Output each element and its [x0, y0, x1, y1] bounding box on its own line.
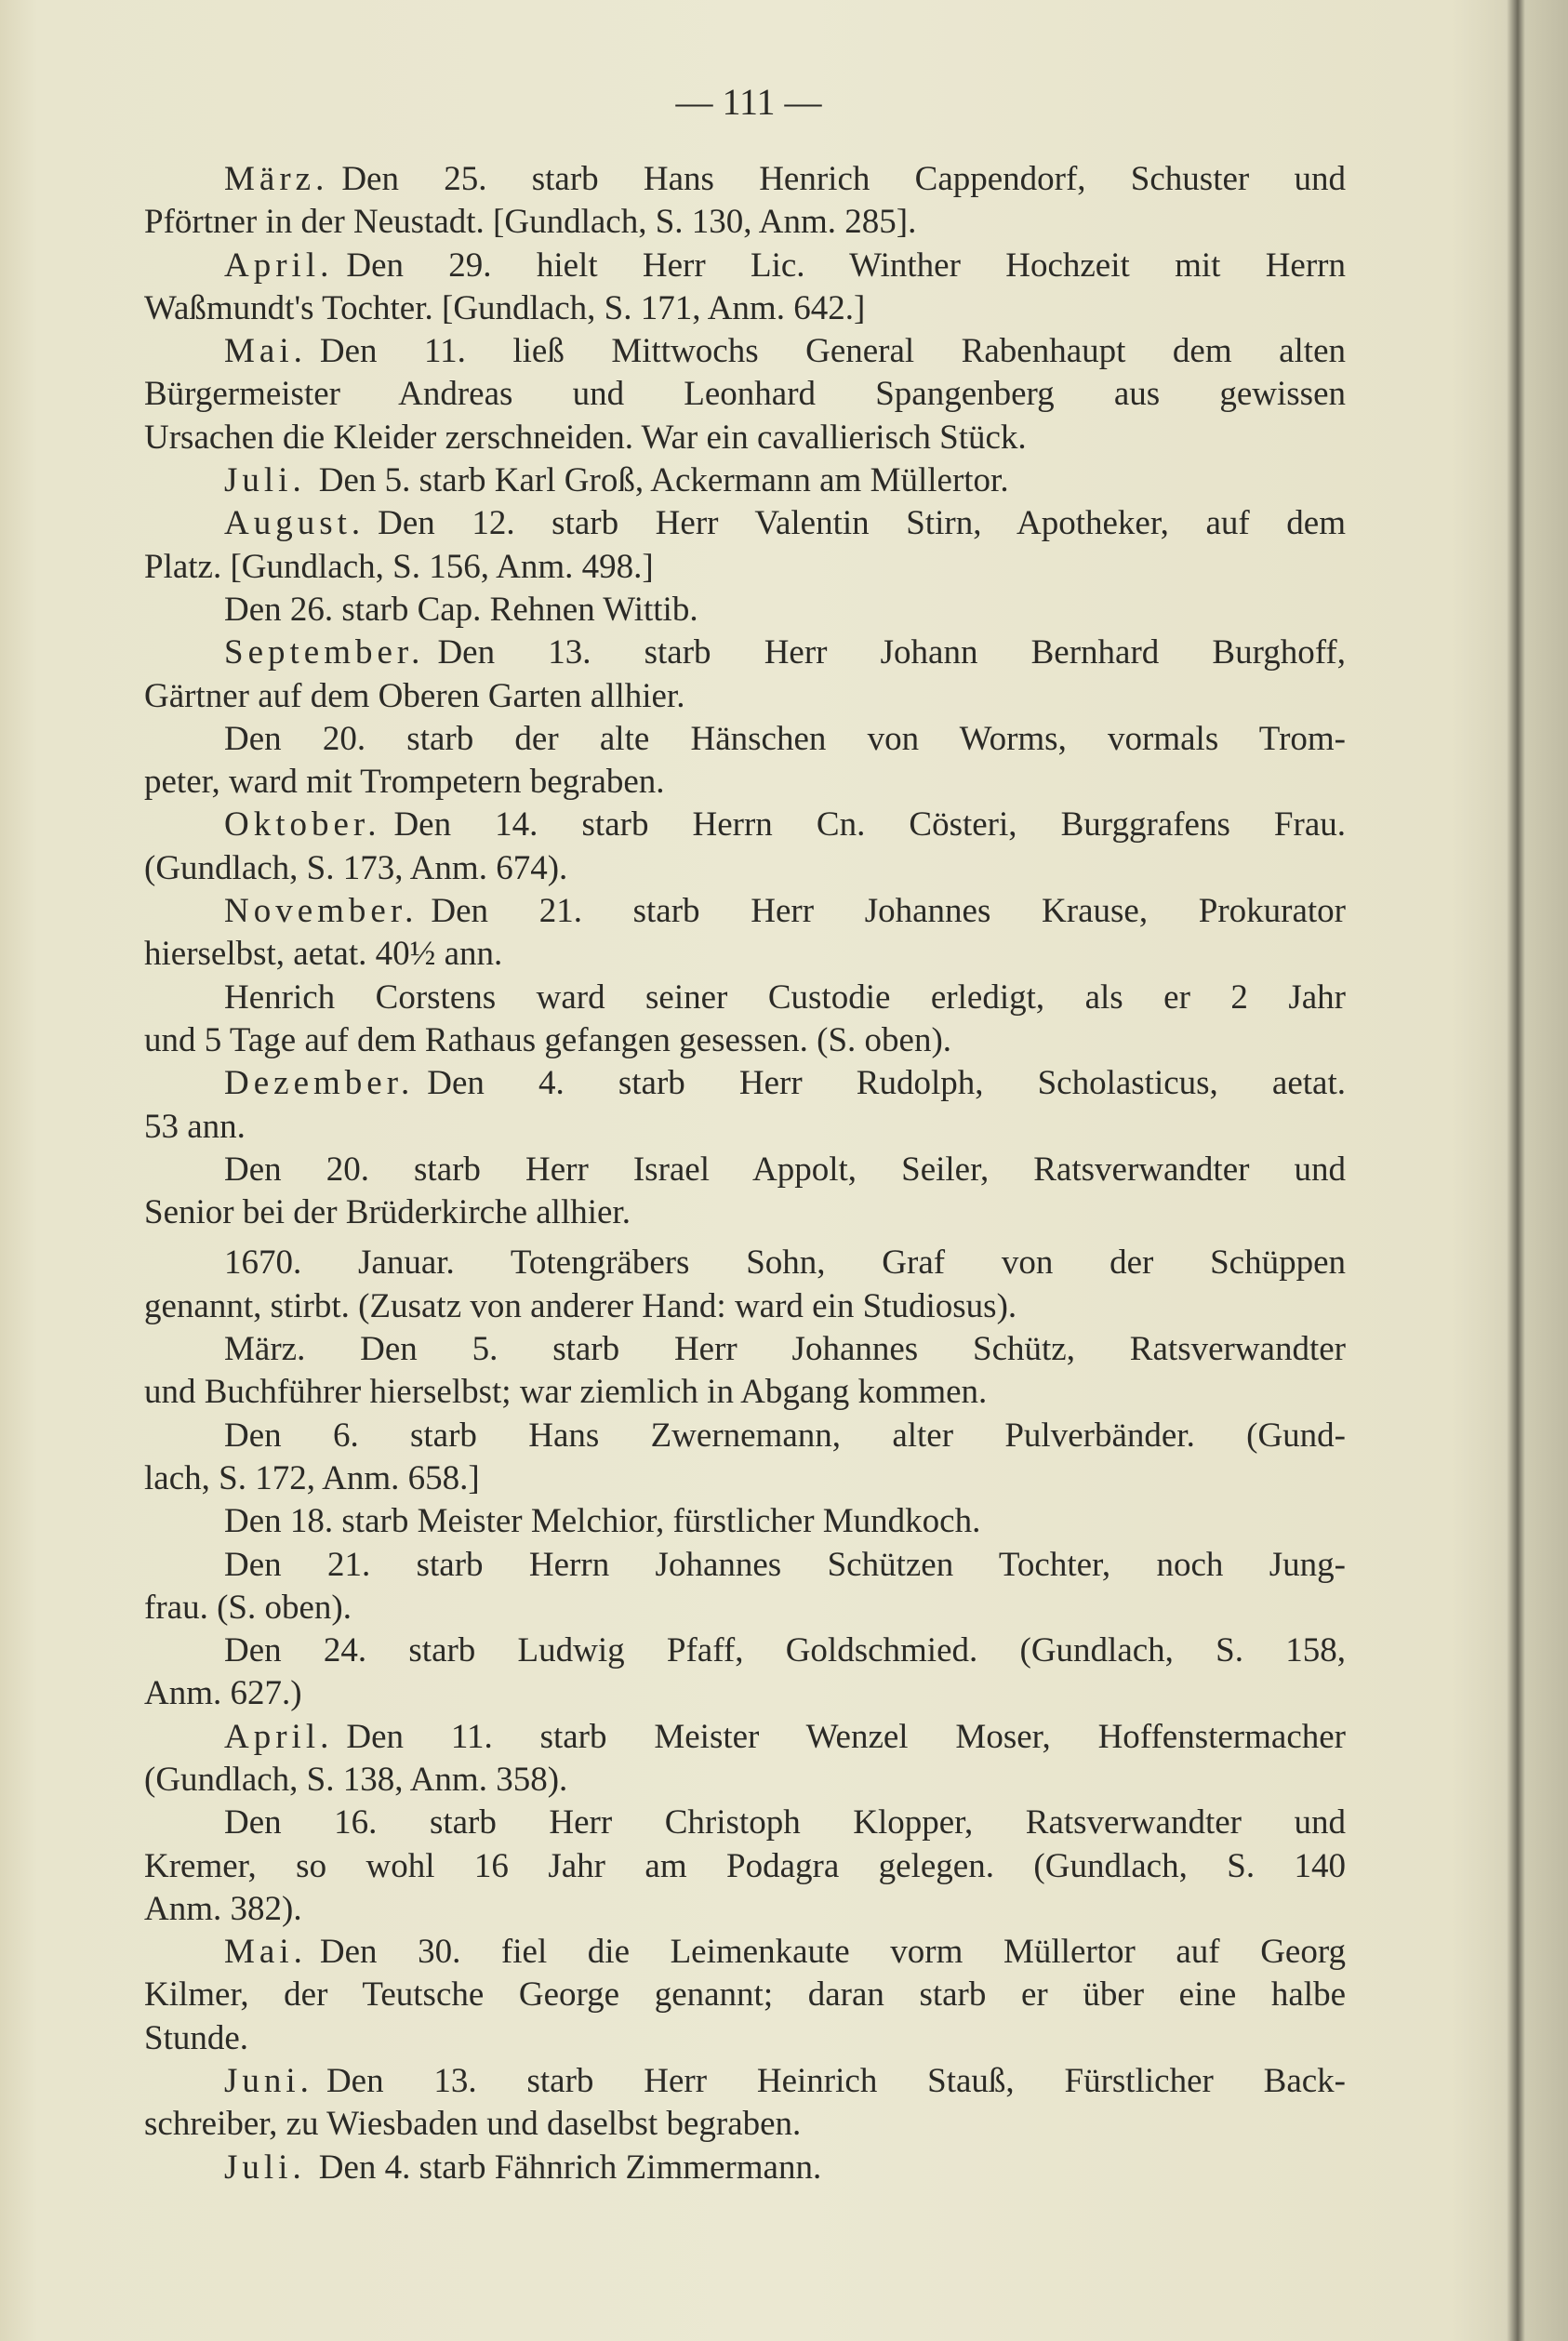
line-text: Den 26. starb Cap. Rehnen Wittib. — [224, 590, 698, 629]
line-text: und 5 Tage auf dem Rathaus gefangen gesessen. (S. oben). — [144, 1020, 952, 1059]
month-heading: Mai. — [224, 1933, 307, 1972]
text-line — [144, 1716, 1346, 1759]
line-text: hierselbst, aetat. 40½ ann. — [144, 935, 503, 974]
line-text: Den 25. starb Hans Henrich Cappendorf, Schuster und — [341, 160, 1346, 198]
text-line — [144, 1242, 1346, 1284]
line-text: Den 11. starb Meister Wenzel Moser, Hoffenstermacher — [346, 1717, 1346, 1756]
text-line — [144, 675, 1346, 718]
text-line — [144, 1500, 1346, 1543]
month-heading: November. — [224, 892, 419, 931]
line-text: Senior bei der Brüderkirche allhier. — [144, 1193, 631, 1232]
line-text: (Gundlach, S. 138, Anm. 358). — [144, 1760, 568, 1799]
line-text: peter, ward mit Trompetern begraben. — [144, 763, 665, 802]
text-line — [144, 1672, 1346, 1715]
text-line — [144, 1106, 1346, 1149]
line-text: schreiber, zu Wiesbaden und daselbst begraben. — [144, 2105, 802, 2144]
text-line — [144, 1062, 1346, 1105]
line-text: (Gundlach, S. 173, Anm. 674). — [144, 848, 568, 887]
month-heading: Oktober. — [224, 805, 381, 845]
month-heading: März. — [224, 160, 329, 198]
line-text: frau. (S. oben). — [144, 1588, 352, 1627]
text-line — [144, 1629, 1346, 1672]
text-line — [144, 546, 1346, 589]
text-line — [144, 1845, 1346, 1888]
text-line — [144, 890, 1346, 933]
text-line — [144, 1371, 1346, 1414]
line-text: Platz. [Gundlach, S. 156, Anm. 498.] — [144, 547, 654, 586]
text-line — [144, 502, 1346, 545]
line-text: Anm. 627.) — [144, 1674, 302, 1713]
text-line — [144, 761, 1346, 804]
line-text: Den 29. hielt Herr Lic. Winther Hochzeit mit Herrn — [346, 246, 1346, 285]
text-line — [144, 1285, 1346, 1328]
line-text: Kremer, so wohl 16 Jahr am Podagra gelegen. (Gundlach, S. 140 — [144, 1846, 1346, 1885]
line-text: Den 14. starb Herrn Cn. Cösteri, Burggrafens Frau. — [393, 805, 1346, 845]
text-line — [144, 459, 1346, 502]
text-line — [144, 1191, 1346, 1234]
line-text: Anm. 382). — [144, 1889, 302, 1928]
text-line — [144, 977, 1346, 1019]
month-heading: April. — [224, 1717, 334, 1756]
line-text: Den 12. starb Herr Valentin Stirn, Apotheker, auf dem — [378, 504, 1346, 543]
month-heading: September. — [224, 633, 425, 672]
line-text: Kilmer, der Teutsche George genannt; daran starb er über eine halbe — [144, 1975, 1346, 2015]
line-text: März. Den 5. starb Herr Johannes Schütz, Ratsverwandter — [224, 1330, 1346, 1369]
text-line — [144, 1974, 1346, 2016]
text-line — [144, 718, 1346, 761]
text-line — [144, 1328, 1346, 1371]
month-heading: Juni. — [224, 2062, 313, 2101]
line-text: 1670. Januar. Totengräbers Sohn, Graf von der Schüppen — [224, 1244, 1346, 1283]
line-text: Den 20. starb der alte Hänschen von Worms, vormals Trom- — [224, 719, 1346, 758]
text-line — [144, 632, 1346, 674]
line-text: Henrich Corstens ward seiner Custodie erledigt, als er 2 Jahr — [224, 978, 1346, 1017]
line-text: Den 18. starb Meister Melchior, fürstlicher Mundkoch. — [224, 1502, 981, 1541]
text-line — [144, 1457, 1346, 1500]
line-text: Den 6. starb Hans Zwernemann, alter Pulverbänder. (Gund- — [224, 1416, 1346, 1455]
text-line — [144, 373, 1346, 416]
text-line — [144, 1888, 1346, 1931]
line-text: Den 30. fiel die Leimenkaute vorm Müllertor auf Georg — [319, 1933, 1346, 1972]
text-line — [144, 287, 1346, 330]
text-line — [144, 1544, 1346, 1587]
page-number: — 111 — — [675, 81, 822, 123]
line-text: Den 5. starb Karl Groß, Ackermann am Müllertor. — [318, 461, 1009, 500]
text-line — [144, 1415, 1346, 1457]
line-text: Waßmundt's Tochter. [Gundlach, S. 171, Anm. 642.] — [144, 288, 866, 327]
line-text: Den 16. starb Herr Christoph Klopper, Ratsverwandter und — [224, 1803, 1346, 1842]
line-text: und Buchführer hierselbst; war ziemlich in Abgang kommen. — [144, 1373, 988, 1412]
line-text: Stunde. — [144, 2018, 249, 2057]
text-line — [144, 417, 1346, 459]
month-heading: Juli. — [224, 461, 306, 500]
text-line — [144, 2060, 1346, 2103]
text-line — [144, 1759, 1346, 1802]
body-text — [144, 158, 1346, 2189]
line-text: Den 21. starb Herrn Johannes Schützen Tochter, noch Jung- — [224, 1545, 1346, 1584]
line-text: Den 20. starb Herr Israel Appolt, Seiler, Ratsverwandter und — [224, 1150, 1346, 1189]
text-line — [144, 847, 1346, 890]
line-text: Pförtner in der Neustadt. [Gundlach, S. 130, Anm. 285]. — [144, 203, 917, 242]
text-line — [144, 2103, 1346, 2146]
line-text: lach, S. 172, Anm. 658.] — [144, 1458, 480, 1497]
line-text: Den 4. starb Fähnrich Zimmermann. — [318, 2148, 822, 2187]
line-text: Den 24. starb Ludwig Pfaff, Goldschmied. (Gundlach, S. 158, — [224, 1631, 1346, 1670]
line-text: Den 21. starb Herr Johannes Krause, Prokurator — [431, 892, 1346, 931]
month-heading: August. — [224, 504, 365, 543]
month-heading: Mai. — [224, 332, 307, 371]
text-line — [144, 1802, 1346, 1844]
text-line — [144, 245, 1346, 287]
month-heading: April. — [224, 246, 334, 285]
text-line — [144, 933, 1346, 976]
text-line — [144, 1931, 1346, 1974]
line-text: genannt, stirbt. (Zusatz von anderer Hand: ward ein Studiosus). — [144, 1286, 1017, 1325]
text-line — [144, 1019, 1346, 1062]
text-line — [144, 1587, 1346, 1629]
text-line — [144, 804, 1346, 846]
line-text: Den 13. starb Herr Johann Bernhard Burghoff, — [437, 633, 1346, 672]
line-text: Den 11. ließ Mittwochs General Rabenhaupt dem alten — [319, 332, 1346, 371]
line-text: Bürgermeister Andreas und Leonhard Spangenberg aus gewissen — [144, 375, 1346, 414]
text-line — [144, 2017, 1346, 2060]
text-line — [144, 158, 1346, 201]
line-text: Gärtner auf dem Oberen Garten allhier. — [144, 676, 685, 715]
text-line — [144, 330, 1346, 373]
text-line — [144, 201, 1346, 244]
text-line — [144, 2147, 1346, 2189]
line-text: Ursachen die Kleider zerschneiden. War ein cavallierisch Stück. — [144, 418, 1027, 457]
line-text: Den 4. starb Herr Rudolph, Scholasticus, aetat. — [427, 1064, 1346, 1103]
text-line — [144, 589, 1346, 632]
month-heading: Dezember. — [224, 1064, 415, 1103]
line-text: 53 ann. — [144, 1107, 246, 1146]
line-text: Den 13. starb Herr Heinrich Stauß, Fürstlicher Back- — [326, 2062, 1346, 2101]
month-heading: Juli. — [224, 2148, 306, 2187]
text-line — [144, 1149, 1346, 1191]
